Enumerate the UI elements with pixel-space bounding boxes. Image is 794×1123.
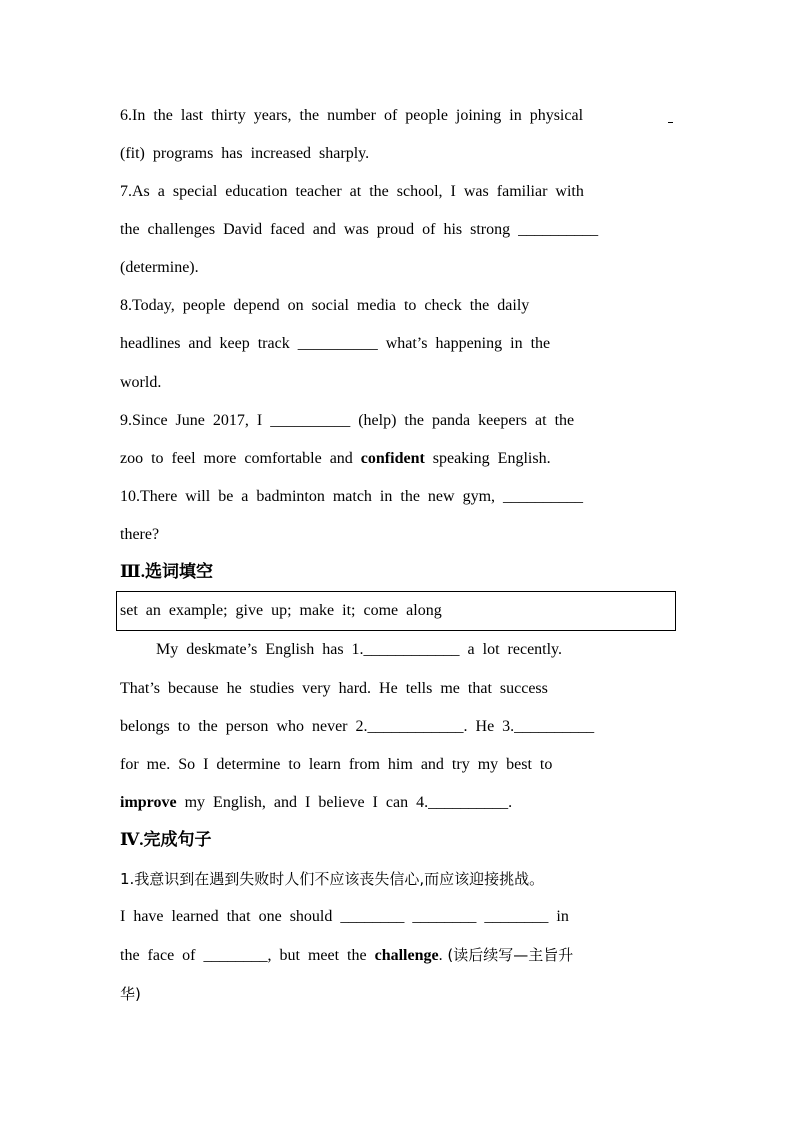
word-bank-box — [116, 591, 676, 631]
s4-q1-line-3 — [120, 944, 676, 967]
q8-line-1: 8.Today, people depend on social media to check the daily — [120, 297, 530, 314]
s4-q1-chinese-prompt: 1.我意识到在遇到失败时人们不应该丧失信心,而应该迎接挑战。 — [120, 870, 545, 888]
passage-line-1: My deskmate’s English has 1.____________ a lot recently. — [156, 641, 563, 658]
s4-q1-line-3-post: . — [438, 947, 443, 964]
passage-line-4: for me. So I determine to learn from him and try my best to — [120, 756, 553, 773]
q9-line-2-post: speaking English. — [424, 450, 551, 467]
q10-line-2: there? — [120, 526, 160, 543]
q10-line-1: 10.There will be a badminton match in the new gym, __________ — [120, 488, 584, 505]
passage-line-3: belongs to the person who never 2.____________. He 3.__________ — [120, 718, 595, 735]
q9-bold-word: confident — [360, 450, 425, 467]
q7-line-1: 7.As a special education teacher at the school, I was familiar with — [120, 183, 584, 200]
passage-bold-word: improve — [120, 794, 177, 811]
section-3-heading: Ⅲ.选词填空 — [120, 562, 213, 581]
q6-line-1: 6.In the last thirty years, the number of people joining in physical — [120, 107, 584, 124]
word-bank-text: set an example; give up; make it; come along — [120, 602, 442, 619]
q7-line-3: (determine). — [120, 259, 199, 276]
passage-line-5 — [120, 792, 676, 814]
q8-line-3: world. — [120, 374, 162, 391]
s4-q1-line-2: I have learned that one should ________ ________ ________ in — [120, 908, 569, 925]
section-4-heading: Ⅳ.完成句子 — [120, 830, 212, 849]
passage-line-2: That’s because he studies very hard. He tells me that success — [120, 680, 548, 697]
passage-line-5-post: my English, and I believe I can 4.__________. — [176, 794, 513, 811]
s4-q1-note: (读后续写—主旨升 — [442, 946, 574, 964]
q8-line-2: headlines and keep track __________ what’s happening in the — [120, 335, 551, 352]
q7-line-2: the challenges David faced and was proud of his strong __________ — [120, 221, 599, 238]
s4-q1-note-end: 华) — [120, 985, 141, 1003]
q9-line-2 — [120, 448, 676, 470]
s4-q1-line-3-pre: the face of ________, but meet the — [120, 947, 375, 964]
q9-line-2-pre: zoo to feel more comfortable and — [120, 450, 361, 467]
s4-q1-bold-word: challenge — [374, 947, 439, 964]
q9-line-1: 9.Since June 2017, I __________ (help) the panda keepers at the — [120, 412, 575, 429]
q6-line-2: (fit) programs has increased sharply. — [120, 145, 370, 162]
